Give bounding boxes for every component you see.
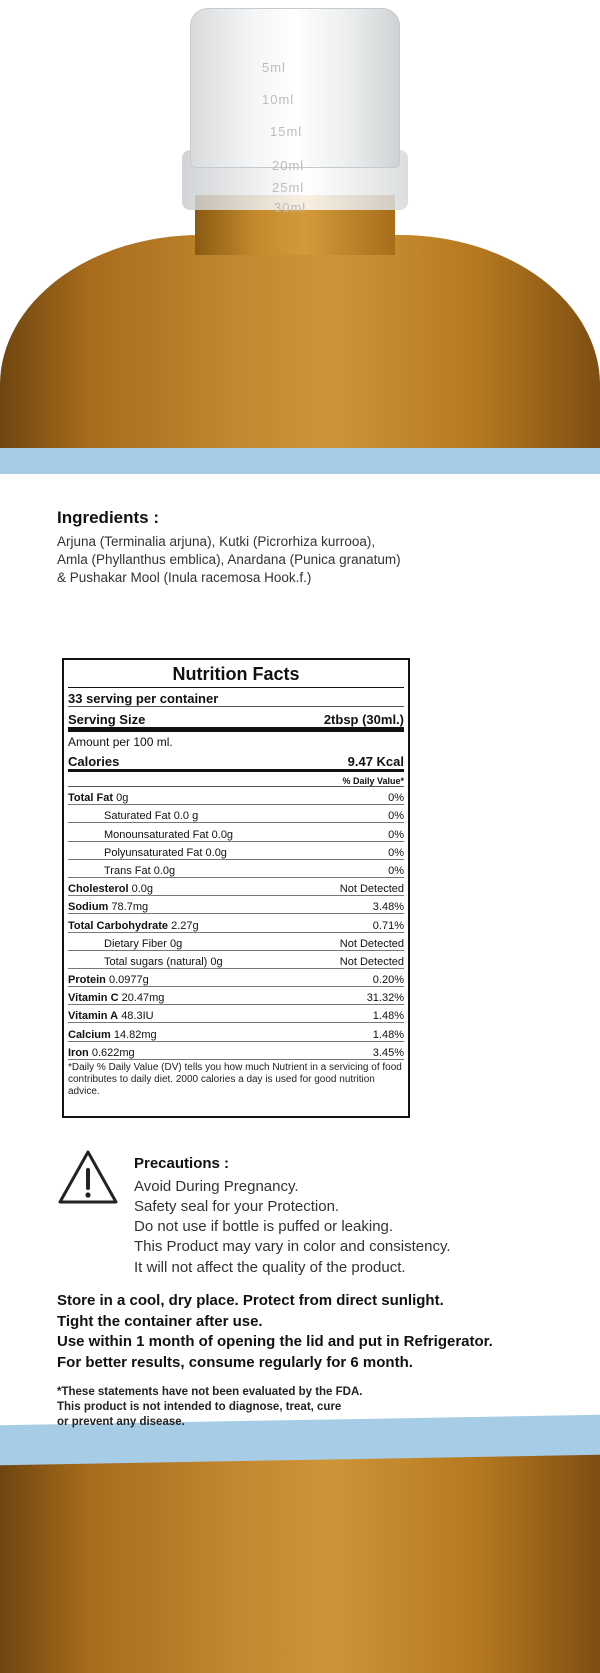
nutrient-label: Vitamin A — [68, 1010, 119, 1023]
warning-icon — [56, 1148, 120, 1206]
serving-size-value: 2tbsp (30ml.) — [323, 712, 404, 727]
bottle-bottom — [0, 1440, 600, 1673]
storage-line: Tight the container after use. — [57, 1313, 263, 1330]
nutrient-daily-value: 0.71% — [372, 919, 404, 932]
nutrient-daily-value: 0.20% — [372, 974, 404, 987]
ingredients-line: Amla (Phyllanthus emblica), Anardana (Punica granatum) — [57, 552, 401, 567]
serving-size-label: Serving Size — [68, 712, 146, 727]
nutrient-label: Vitamin C — [68, 992, 119, 1005]
nutrient-row — [68, 1005, 404, 1023]
storage-line: Use within 1 month of opening the lid and put in Refrigerator. — [57, 1333, 493, 1350]
nutrient-daily-value: 1.48% — [372, 1028, 404, 1041]
nutrient-row — [68, 896, 404, 914]
nutrient-label: Protein — [68, 974, 106, 987]
nutrient-name — [68, 810, 198, 822]
bottle-liquid — [0, 235, 600, 465]
nutrient-row — [68, 787, 404, 805]
storage-line: Store in a cool, dry place. Protect from direct sunlight. — [57, 1292, 444, 1309]
precautions-title: Precautions : — [134, 1155, 230, 1172]
cap-mark: 15ml — [270, 124, 303, 139]
fda-disclaimer-line: This product is not intended to diagnose, treat, cure — [57, 1401, 342, 1413]
nutrient-label: Total Fat — [68, 792, 114, 805]
nutrient-amount: 14.82mg — [113, 1028, 157, 1041]
nutrient-row — [68, 969, 404, 987]
nutrient-label: Iron — [68, 1046, 89, 1059]
nutrient-name — [68, 920, 199, 932]
nutrient-daily-value: 0% — [388, 810, 404, 823]
nutrient-amount: 0.0g — [211, 828, 234, 841]
precaution-line: This Product may vary in color and consistency. — [134, 1238, 451, 1255]
calories-label: Calories — [68, 754, 120, 769]
nutrient-name — [68, 792, 128, 804]
nutrient-name — [68, 1029, 157, 1041]
cap-mark: 10ml — [262, 92, 295, 107]
precaution-line: Do not use if bottle is puffed or leaking. — [134, 1218, 394, 1235]
nutrition-title: Nutrition Facts — [68, 660, 404, 688]
nutrient-row — [68, 860, 404, 878]
fda-disclaimer-line: or prevent any disease. — [57, 1416, 185, 1428]
nutrient-daily-value: 0% — [388, 864, 404, 877]
nutrient-daily-value: 3.45% — [372, 1046, 404, 1059]
fda-disclaimer-line: *These statements have not been evaluated by the FDA. — [57, 1386, 363, 1398]
nutrient-daily-value: Not Detected — [339, 955, 404, 968]
nutrient-row — [68, 842, 404, 860]
nutrient-row — [68, 1023, 404, 1041]
nutrient-row — [68, 933, 404, 951]
nutrient-label: Trans Fat — [104, 864, 151, 877]
nutrient-rows — [64, 787, 408, 1060]
nutrient-daily-value: 3.48% — [372, 901, 404, 914]
nutrient-name — [68, 938, 182, 950]
cap-mark: 30ml — [274, 200, 307, 215]
label-band-top — [0, 448, 600, 474]
storage-line: For better results, consume regularly for 6 month. — [57, 1354, 413, 1371]
precaution-line: It will not affect the quality of the product. — [134, 1259, 406, 1276]
nutrient-daily-value: Not Detected — [339, 937, 404, 950]
nutrient-label: Total sugars (natural) — [104, 955, 208, 968]
nutrient-name — [68, 883, 153, 895]
nutrient-amount: 0.0g — [131, 883, 153, 896]
nutrient-daily-value: 0% — [388, 846, 404, 859]
nutrient-row — [68, 1042, 404, 1060]
nutrient-label: Monounsaturated Fat — [104, 828, 209, 841]
nutrient-row — [68, 878, 404, 896]
nutrient-amount: 0.0 g — [173, 810, 199, 823]
ingredients-title: Ingredients : — [57, 508, 160, 527]
nutrient-amount: 0g — [116, 792, 129, 805]
nutrient-amount: 0.0977g — [108, 974, 149, 987]
nutrient-name — [68, 847, 227, 859]
nutrient-amount: 0.622mg — [91, 1046, 135, 1059]
nutrient-name — [68, 901, 148, 913]
nutrient-name — [68, 992, 164, 1004]
nutrient-row — [68, 951, 404, 969]
servings-per-container: 33 serving per container — [68, 691, 219, 706]
nutrient-amount: 0g — [210, 955, 223, 968]
nutrition-facts-table — [62, 658, 410, 1118]
nutrient-name — [68, 865, 175, 877]
ingredients-line: & Pushakar Mool (Inula racemosa Hook.f.) — [57, 570, 312, 585]
nutrient-label: Dietary Fiber — [104, 937, 167, 950]
nutrient-name — [68, 829, 233, 841]
nutrient-label: Calcium — [68, 1028, 111, 1041]
nutrient-label: Saturated Fat — [104, 810, 171, 823]
nutrient-row — [68, 823, 404, 841]
calories-value: 9.47 Kcal — [347, 754, 404, 769]
nutrient-row — [68, 805, 404, 823]
nutrient-daily-value: 0% — [388, 828, 404, 841]
nutrient-name — [68, 974, 149, 986]
nutrient-amount: 2.27g — [171, 919, 199, 932]
cap-mark: 25ml — [272, 180, 305, 195]
daily-value-header: % Daily Value* — [342, 776, 404, 786]
nutrient-label: Total Carbohydrate — [68, 919, 169, 932]
nutrient-amount: 48.3IU — [121, 1010, 154, 1023]
ingredients-line: Arjuna (Terminalia arjuna), Kutki (Picrorhiza kurrooa), — [57, 534, 376, 549]
cap-mark: 5ml — [262, 60, 286, 75]
cap-measure-marks — [0, 0, 600, 240]
nutrient-name — [68, 1047, 135, 1059]
nutrient-amount: 0g — [170, 937, 183, 950]
cap-mark: 20ml — [272, 158, 305, 173]
ingredients-text — [57, 533, 577, 587]
nutrient-amount: 0.0g — [205, 846, 227, 859]
precaution-line: Safety seal for your Protection. — [134, 1198, 340, 1215]
nutrient-amount: 20.47mg — [121, 992, 165, 1005]
amount-per: Amount per 100 ml. — [68, 735, 173, 749]
nutrient-row — [68, 987, 404, 1005]
nutrient-name — [68, 1010, 154, 1022]
nutrient-daily-value: 0% — [388, 792, 404, 805]
nutrient-label: Cholesterol — [68, 883, 129, 896]
nutrient-daily-value: Not Detected — [339, 883, 404, 896]
nutrient-daily-value: 31.32% — [366, 992, 404, 1005]
nutrient-row — [68, 914, 404, 932]
nutrient-label: Polyunsaturated Fat — [104, 846, 203, 859]
nutrition-footnote: *Daily % Daily Value (DV) tells you how much Nutrient in a servicing of food contributes to daily diet. 2000 calories a day is used for good nutrition advice. — [68, 1061, 402, 1097]
nutrient-amount: 0.0g — [153, 864, 176, 877]
nutrient-amount: 78.7mg — [111, 901, 149, 914]
nutrient-daily-value: 1.48% — [372, 1010, 404, 1023]
precaution-line: Avoid During Pregnancy. — [134, 1178, 299, 1195]
nutrient-label: Sodium — [68, 901, 109, 914]
nutrient-name — [68, 956, 223, 968]
